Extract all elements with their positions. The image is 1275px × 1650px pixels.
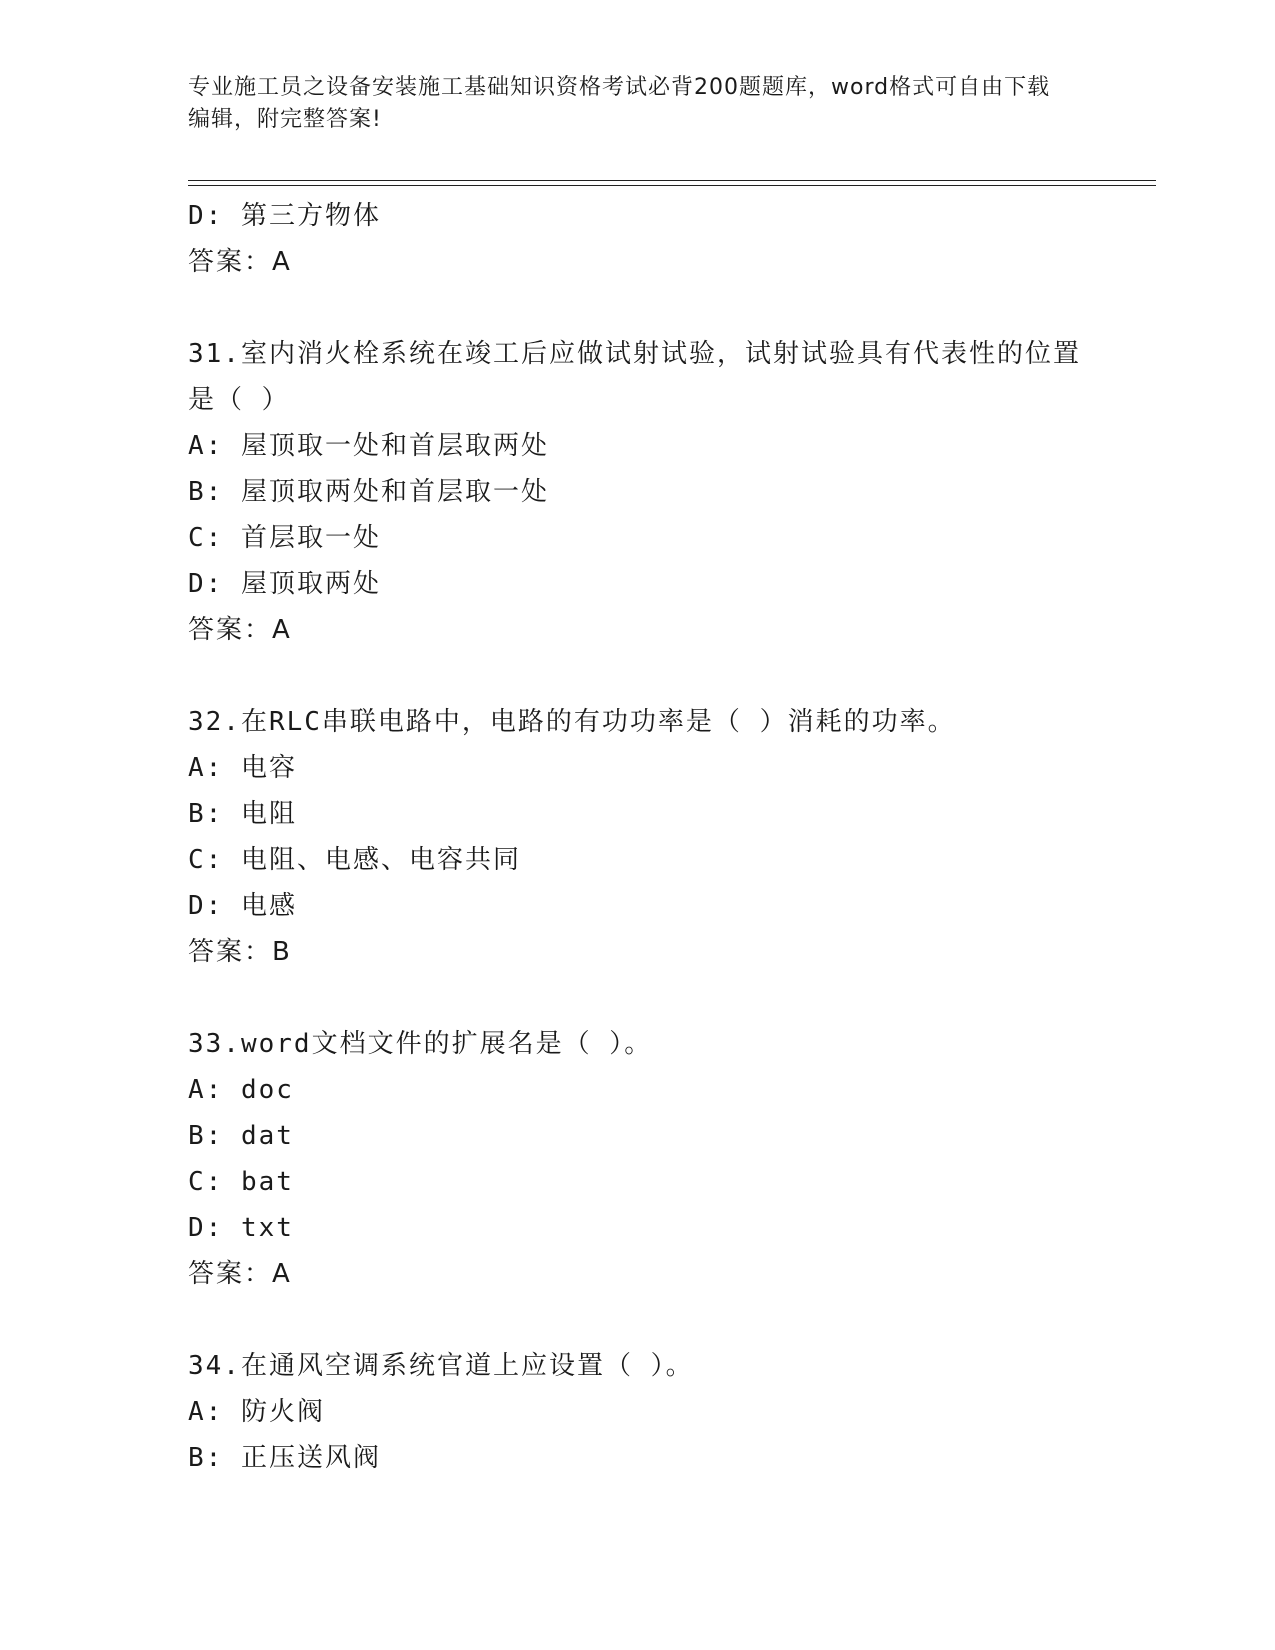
option-d: D: txt bbox=[188, 1213, 294, 1243]
header-divider-bottom bbox=[188, 185, 1156, 186]
option-d: D: 第三方物体 bbox=[188, 201, 381, 231]
option-a: A: 电容 bbox=[188, 753, 297, 783]
option-b: B: 正压送风阀 bbox=[188, 1443, 381, 1473]
option-a: A: 防火阀 bbox=[188, 1397, 325, 1427]
option-d: D: 屋顶取两处 bbox=[188, 569, 381, 599]
header-divider-top bbox=[188, 180, 1156, 181]
question-stem: 33.word文档文件的扩展名是（ ）。 bbox=[188, 1029, 653, 1059]
answer: 答案：B bbox=[188, 937, 292, 967]
question-list bbox=[188, 193, 1088, 1481]
answer: 答案：A bbox=[188, 1259, 292, 1289]
option-a: A: 屋顶取一处和首层取两处 bbox=[188, 431, 549, 461]
option-a: A: doc bbox=[188, 1075, 294, 1105]
option-b: B: 电阻 bbox=[188, 799, 297, 829]
document-header: 专业施工员之设备安装施工基础知识资格考试必背200题题库，word格式可自由下载编辑，附完整答案! bbox=[188, 75, 1051, 132]
question-stem: 34.在通风空调系统官道上应设置（ ）。 bbox=[188, 1351, 694, 1381]
answer: 答案：A bbox=[188, 247, 292, 277]
question-32 bbox=[188, 699, 1088, 975]
option-c: C: 首层取一处 bbox=[188, 523, 381, 553]
question-31 bbox=[188, 331, 1088, 653]
answer: 答案：A bbox=[188, 615, 292, 645]
question-33 bbox=[188, 1021, 1088, 1297]
option-b: B: dat bbox=[188, 1121, 294, 1151]
option-c: C: 电阻、电感、电容共同 bbox=[188, 845, 521, 875]
question-stem: 31.室内消火栓系统在竣工后应做试射试验，试射试验具有代表性的位置是（ ） bbox=[188, 339, 1081, 415]
question-34 bbox=[188, 1343, 1088, 1481]
option-b: B: 屋顶取两处和首层取一处 bbox=[188, 477, 549, 507]
option-d: D: 电感 bbox=[188, 891, 297, 921]
question-stem: 32.在RLC串联电路中，电路的有功功率是（ ）消耗的功率。 bbox=[188, 707, 956, 737]
option-c: C: bat bbox=[188, 1167, 294, 1197]
